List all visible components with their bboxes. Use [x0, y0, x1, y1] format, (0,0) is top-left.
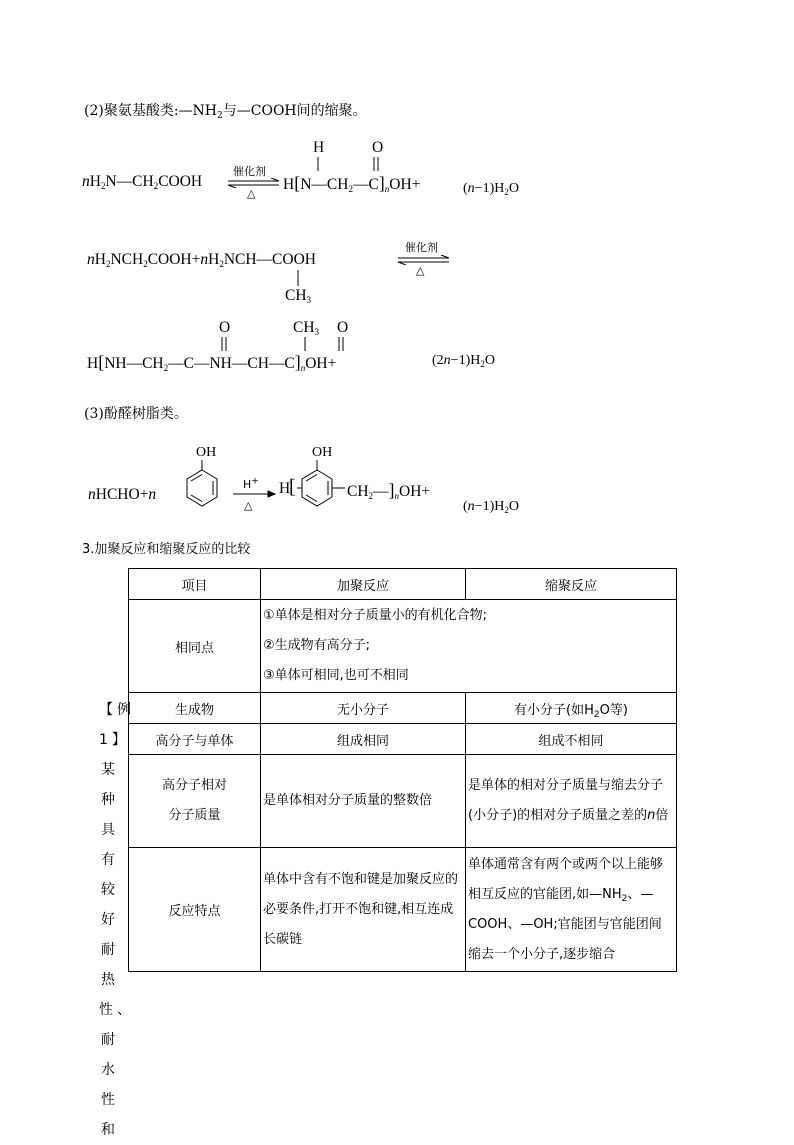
eq2-reactants: $nH_2NCH_2COOH+nH_2NCH—COOH$ [87, 251, 316, 269]
table-row [129, 693, 677, 724]
table-header-row [129, 569, 677, 600]
section-3-title: (3)酚醛树脂类。 [84, 406, 188, 422]
header-condensation: 缩聚反应 [466, 569, 677, 600]
row-label: 反应特点 [129, 848, 261, 972]
eq3-ch3: $CH_3$ [293, 319, 320, 337]
eq1-reactant: $nH_2N—CH_2COOH$ [82, 173, 203, 191]
addition-cell: 组成相同 [261, 724, 466, 755]
eq2-ch3-bond [293, 270, 303, 288]
eq1-catalyst: 催化剂 [233, 165, 266, 178]
same-point-3: ③单体可相同,也可不相同 [263, 668, 409, 683]
table-row [129, 848, 677, 972]
table-row-same [129, 600, 677, 693]
eq3-ch3-bond [300, 337, 310, 353]
eq2-delta: △ [416, 264, 425, 277]
eq4-water: $(n-1)H_2O$ [463, 499, 519, 515]
example-side-text: 【例 1】某 种具 有较 好耐 热 性、 耐水 性和 [99, 702, 135, 1138]
eq3-water: $(2n-1)H_2O$ [432, 353, 495, 369]
eq4-product-OH: OH [312, 445, 333, 460]
eq3-double-bond-2 [335, 337, 347, 353]
addition-cell: 单体中含有不饱和键是加聚反应的必要条件,打开不饱和键,相互连成长碳链 [261, 848, 466, 972]
eq3-O1-label: O [219, 319, 231, 336]
row-label: 高分子相对 分子质量 [129, 755, 261, 848]
product-ring [297, 460, 347, 520]
eq3-product: $H[NH—CH_2—C—NH—CH—C]_nOH+$ [87, 352, 337, 373]
eq1-double-bond [370, 157, 382, 173]
eq4-H: H [279, 480, 291, 497]
eq1-delta: △ [247, 187, 256, 200]
eq3-double-bond-1 [218, 337, 230, 353]
condensation-cell: 有小分子(如$H_2O$等) [466, 693, 677, 724]
eq4-phenol-OH: OH [196, 445, 217, 460]
eq3-O2-label: O [337, 319, 349, 336]
eq4-delta: △ [244, 499, 253, 512]
eq2-catalyst: 催化剂 [405, 241, 438, 254]
same-point-1: ①单体是相对分子质量小的有机化合物; [263, 608, 488, 623]
addition-cell: 是单体相对分子质量的整数倍 [261, 755, 466, 848]
eq4-ch2-chain: $CH_2—]_nOH+$ [347, 480, 431, 501]
row-label-same: 相同点 [129, 600, 261, 693]
eq1-H-bond [312, 157, 324, 173]
row-label: 高分子与单体 [129, 724, 261, 755]
header-item: 项目 [129, 569, 261, 600]
same-point-2: ②生成物有高分子; [263, 638, 371, 653]
comparison-table [128, 568, 677, 972]
eq4-arrow [232, 490, 276, 498]
condensation-cell: 是单体的相对分子质量与缩去分子(小分子)的相对分子质量之差的n倍 [466, 755, 677, 848]
eq4-reactants: nHCHO+n [88, 486, 157, 503]
eq4-open-bracket: [ [289, 476, 296, 498]
table-row [129, 724, 677, 755]
eq1-product: $H[N—CH_2—C]_nOH+$ [283, 173, 421, 194]
eq1-H-label: H [313, 139, 325, 156]
phenol-ring [184, 460, 220, 516]
section-2-title: (2)聚氨基酸类$:—NH_2$与—COOH间的缩聚。 [84, 103, 367, 121]
header-addition: 加聚反应 [261, 569, 466, 600]
comparison-heading: 3.加聚反应和缩聚反应的比较 [82, 542, 251, 557]
row-label: 生成物 [129, 693, 261, 724]
eq2-ch3: $CH_3$ [285, 287, 312, 305]
table-row [129, 755, 677, 848]
same-points [261, 600, 677, 693]
eq4-acid: H+ [243, 476, 259, 491]
condensation-cell: 单体通常含有两个或两个以上能够相互反应的官能团,如$—NH_2$、—COOH、—OH;官能团与官能团间缩去一个小分子,逐步缩合 [466, 848, 677, 972]
condensation-cell: 组成不相同 [466, 724, 677, 755]
eq1-water: $(n-1)H_2O$ [463, 181, 519, 197]
addition-cell: 无小分子 [261, 693, 466, 724]
eq1-O-label: O [372, 139, 384, 156]
